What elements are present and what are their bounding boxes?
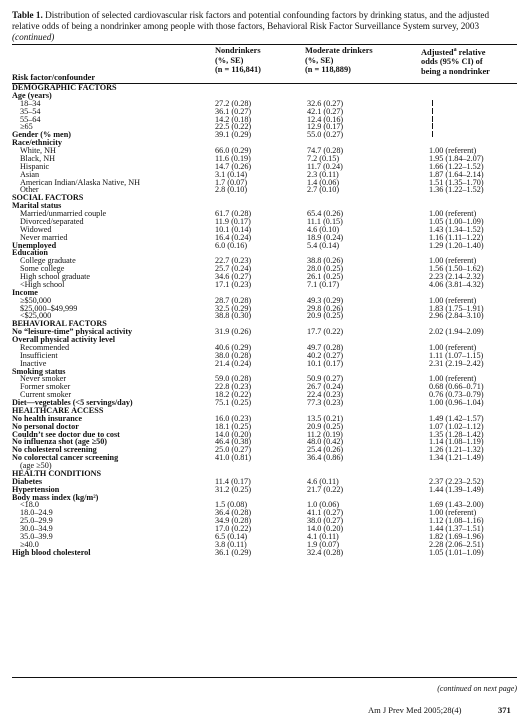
row-label: <$25,000	[20, 311, 52, 321]
nondrinker-value: 36.1 (0.29)	[215, 547, 252, 557]
row-label: Gender (% men)	[12, 130, 71, 140]
top-rule	[12, 44, 517, 45]
moderate-drinker-value: 4.6 (0.10)	[307, 224, 340, 234]
row-label: SOCIAL FACTORS	[12, 193, 84, 203]
moderate-drinker-value: 55.0 (0.27)	[307, 130, 344, 140]
odds-ratio-value: 1.00 (referent)	[429, 146, 477, 155]
nondrinker-value: 22.8 (0.23)	[215, 382, 252, 392]
odds-ratio-value: 1.36 (1.22–1.52)	[429, 185, 484, 195]
moderate-drinker-value: 20.9 (0.25)	[307, 311, 344, 321]
nondrinker-value: 46.4 (0.38)	[215, 437, 252, 447]
nondrinker-value: 28.7 (0.28)	[215, 295, 252, 305]
odds-ratio-value: 1.05 (1.00–1.09)	[429, 216, 484, 226]
odds-ratio-value: 1.69 (1.43–2.00)	[429, 500, 484, 510]
odds-ratio-value: 1.34 (1.21–1.49)	[429, 453, 484, 463]
moderate-drinker-value: 18.9 (0.24)	[307, 232, 344, 242]
table-number: Table 1.	[12, 10, 43, 20]
row-label: Race/ethnicity	[12, 138, 63, 148]
header-adjusted-odds: Adjusted$^a$ relative odds (95% CI) of being a nondrinker	[421, 47, 490, 76]
nondrinker-value: 59.0 (0.28)	[215, 374, 252, 384]
table-caption	[12, 10, 517, 43]
row-label: Former smoker	[20, 382, 71, 392]
row-label: Married/unmarried couple	[20, 209, 107, 218]
nondrinker-value: 61.7 (0.28)	[215, 209, 252, 218]
row-label: Insufficient	[20, 350, 58, 360]
moderate-drinker-value: 28.0 (0.25)	[307, 264, 344, 274]
nondrinker-value: 31.2 (0.25)	[215, 484, 252, 494]
nondrinker-value: 18.2 (0.22)	[215, 390, 252, 400]
odds-ratio-value: 1.51 (1.35–1.70)	[429, 177, 484, 187]
moderate-drinker-value: 74.7 (0.28)	[307, 146, 344, 155]
nondrinker-value: 39.1 (0.29)	[215, 130, 252, 140]
row-label: $25,000–$49,999	[20, 303, 78, 313]
nondrinker-value: 2.8 (0.10)	[215, 185, 248, 195]
row-label: Age (years)	[12, 90, 52, 100]
moderate-drinker-value: 38.8 (0.26)	[307, 256, 344, 266]
moderate-drinker-value: 26.7 (0.24)	[307, 382, 344, 392]
odds-ratio-value: 2.96 (2.84–3.10)	[429, 311, 484, 321]
table-header	[12, 46, 517, 82]
empty-dash	[432, 116, 433, 122]
caption-text: Distribution of selected cardiovascular risk factors and potential confounding factors by drinking status, and the adjusted relative odds of being a nondrinker among people with those factors, Behavioral Risk Factor Surveillance System survey, 2003	[12, 10, 490, 31]
table-row	[12, 92, 517, 100]
journal-citation: Am J Prev Med 2005;28(4)	[368, 705, 462, 715]
row-label: American Indian/Alaska Native, NH	[20, 177, 141, 187]
moderate-drinker-value: 2.7 (0.10)	[307, 185, 340, 195]
page-number: 371	[498, 705, 511, 715]
table-row	[12, 116, 517, 124]
odds-ratio-value: 1.44 (1.39–1.49)	[429, 484, 484, 494]
moderate-drinker-value: 29.8 (0.26)	[307, 303, 344, 313]
row-label: BEHAVIORAL FACTORS	[12, 319, 107, 329]
moderate-drinker-value: 11.1 (0.15)	[307, 216, 343, 226]
nondrinker-value: 21.4 (0.24)	[215, 358, 252, 368]
row-label: Recommended	[20, 342, 70, 352]
row-label: Education	[12, 248, 48, 258]
row-label: 55–64	[20, 114, 41, 124]
nondrinker-value: 6.5 (0.14)	[215, 531, 248, 541]
moderate-drinker-value: 42.1 (0.27)	[307, 106, 344, 116]
row-label: No personal doctor	[12, 421, 79, 431]
odds-ratio-value: 1.00 (referent)	[429, 295, 477, 305]
odds-ratio-value: 1.00 (referent)	[429, 508, 477, 518]
nondrinker-value: 66.0 (0.29)	[215, 146, 252, 155]
row-label: Hispanic	[20, 161, 50, 171]
odds-ratio-value: 1.29 (1.20–1.40)	[429, 240, 484, 250]
moderate-drinker-value: 2.3 (0.11)	[307, 169, 339, 179]
odds-ratio-value: 1.56 (1.50–1.62)	[429, 264, 484, 274]
nondrinker-value: 34.9 (0.28)	[215, 516, 252, 526]
row-label: <High school	[20, 279, 65, 289]
moderate-drinker-value: 32.6 (0.27)	[307, 98, 344, 108]
nondrinker-value: 17.0 (0.22)	[215, 524, 252, 533]
nondrinker-value: 14.0 (0.20)	[215, 429, 252, 439]
nondrinker-value: 11.4 (0.17)	[215, 476, 251, 486]
table-row	[12, 123, 517, 131]
odds-ratio-value: 1.12 (1.08–1.16)	[429, 516, 484, 526]
odds-ratio-value: 1.95 (1.84–2.07)	[429, 153, 484, 163]
nondrinker-value: 11.9 (0.17)	[215, 216, 251, 226]
moderate-drinker-value: 21.7 (0.22)	[307, 484, 344, 494]
row-label: Smoking status	[12, 366, 66, 376]
odds-ratio-value: 1.07 (1.02–1.12)	[429, 421, 484, 431]
row-label: <18.0	[20, 500, 39, 510]
row-label: HEALTH CONDITIONS	[12, 468, 102, 478]
row-label: Current smoker	[20, 390, 72, 400]
table-row	[12, 131, 517, 139]
odds-ratio-value: 1.00 (referent)	[429, 374, 477, 384]
row-label: 25.0–29.9	[20, 516, 53, 526]
moderate-drinker-value: 4.6 (0.11)	[307, 476, 339, 486]
nondrinker-value: 41.0 (0.81)	[215, 453, 252, 463]
row-label: 18–34	[20, 98, 41, 108]
moderate-drinker-value: 22.4 (0.23)	[307, 390, 344, 400]
odds-ratio-value: 1.87 (1.64–2.14)	[429, 169, 484, 179]
odds-ratio-value: 1.49 (1.42–1.57)	[429, 413, 484, 423]
empty-dash	[432, 108, 433, 114]
row-label: Unemployed	[12, 240, 57, 250]
row-label: Overall physical activity level	[12, 335, 116, 344]
row-label: 35–54	[20, 106, 41, 116]
nondrinker-value: 6.0 (0.16)	[215, 240, 248, 250]
moderate-drinker-value: 49.3 (0.29)	[307, 295, 344, 305]
nondrinker-value: 34.6 (0.27)	[215, 272, 252, 281]
table-row	[12, 360, 517, 368]
moderate-drinker-value: 14.0 (0.20)	[307, 524, 344, 533]
moderate-drinker-value: 49.7 (0.28)	[307, 342, 344, 352]
odds-ratio-value: 1.00 (referent)	[429, 209, 477, 218]
moderate-drinker-value: 40.2 (0.27)	[307, 350, 344, 360]
nondrinker-value: 27.2 (0.28)	[215, 98, 252, 108]
row-label: High school graduate	[20, 272, 91, 281]
row-label: No cholesterol screening	[12, 445, 97, 455]
odds-ratio-value: 2.02 (1.94–2.09)	[429, 327, 484, 337]
moderate-drinker-value: 26.1 (0.25)	[307, 272, 344, 281]
odds-ratio-value: 1.82 (1.69–1.96)	[429, 531, 484, 541]
nondrinker-value: 22.7 (0.23)	[215, 256, 252, 266]
nondrinker-value: 40.6 (0.29)	[215, 342, 252, 352]
moderate-drinker-value: 50.9 (0.27)	[307, 374, 344, 384]
empty-dash	[432, 100, 433, 106]
moderate-drinker-value: 48.0 (0.42)	[307, 437, 344, 447]
moderate-drinker-value: 25.4 (0.26)	[307, 445, 344, 455]
bottom-rule	[12, 677, 517, 678]
row-label: DEMOGRAPHIC FACTORS	[12, 83, 117, 92]
nondrinker-value: 14.2 (0.18)	[215, 114, 252, 124]
row-label: ≥40.0	[20, 539, 39, 549]
row-label: No influenza shot (age ≥50)	[12, 437, 108, 447]
table-row	[12, 186, 517, 194]
odds-ratio-value: 1.26 (1.21–1.32)	[429, 445, 484, 455]
row-label: No “leisure-time” physical activity	[12, 327, 133, 337]
odds-ratio-value: 1.66 (1.22–1.52)	[429, 161, 484, 171]
table-row	[12, 242, 517, 250]
row-label: Asian	[20, 169, 40, 179]
moderate-drinker-value: 1.9 (0.07)	[307, 539, 340, 549]
row-label: High blood cholesterol	[12, 547, 91, 557]
row-label: Marital status	[12, 201, 62, 211]
odds-ratio-value: 1.16 (1.11–1.22)	[429, 232, 484, 242]
moderate-drinker-value: 38.0 (0.27)	[307, 516, 344, 526]
table-row	[12, 108, 517, 116]
odds-ratio-value: 1.83 (1.75–1.91)	[429, 303, 484, 313]
row-label: Diabetes	[12, 476, 43, 486]
row-label: Black, NH	[20, 153, 56, 163]
section-heading-row	[12, 84, 517, 92]
table-row	[12, 454, 517, 462]
odds-ratio-value: 1.00 (referent)	[429, 256, 477, 266]
row-label: Inactive	[20, 358, 47, 368]
row-label: 35.0–39.9	[20, 531, 53, 541]
row-label: 18.0–24.9	[20, 508, 53, 518]
odds-ratio-value: 0.76 (0.73–0.79)	[429, 390, 484, 400]
table-row	[12, 100, 517, 108]
nondrinker-value: 36.1 (0.27)	[215, 106, 252, 116]
nondrinker-value: 18.1 (0.25)	[215, 421, 252, 431]
nondrinker-value: 16.0 (0.23)	[215, 413, 252, 423]
row-label: Divorced/separated	[20, 216, 84, 226]
moderate-drinker-value: 5.4 (0.14)	[307, 240, 340, 250]
nondrinker-value: 3.1 (0.14)	[215, 169, 248, 179]
moderate-drinker-value: 65.4 (0.26)	[307, 209, 344, 218]
row-label: Couldn’t see doctor due to cost	[12, 429, 120, 439]
row-label: Other	[20, 185, 39, 195]
odds-ratio-value: 1.00 (0.96–1.04)	[429, 398, 484, 407]
table-body	[12, 84, 517, 557]
empty-dash	[432, 123, 433, 129]
moderate-drinker-value: 17.7 (0.22)	[307, 327, 344, 337]
nondrinker-value: 25.0 (0.27)	[215, 445, 252, 455]
row-label: White, NH	[20, 146, 56, 155]
row-label: (age ≥50)	[20, 461, 52, 470]
row-label: Some college	[20, 264, 65, 274]
odds-ratio-value: 2.28 (2.06–2.51)	[429, 539, 484, 549]
nondrinker-value: 38.8 (0.30)	[215, 311, 252, 321]
nondrinker-value: 38.0 (0.28)	[215, 350, 252, 360]
row-label: ≥65	[20, 122, 33, 132]
odds-ratio-value: 4.06 (3.81–4.32)	[429, 279, 484, 289]
table-row	[12, 549, 517, 557]
nondrinker-value: 1.5 (0.08)	[215, 500, 248, 510]
moderate-drinker-value: 1.0 (0.06)	[307, 500, 340, 510]
row-label: No colorectal cancer screening	[12, 453, 119, 463]
nondrinker-value: 22.5 (0.22)	[215, 122, 252, 132]
odds-ratio-value: 1.00 (referent)	[429, 342, 477, 352]
moderate-drinker-value: 10.1 (0.17)	[307, 358, 344, 368]
moderate-drinker-value: 41.1 (0.27)	[307, 508, 344, 518]
odds-ratio-value: 2.37 (2.23–2.52)	[429, 476, 484, 486]
odds-ratio-value: 1.11 (1.07–1.15)	[429, 350, 484, 360]
moderate-drinker-value: 4.1 (0.11)	[307, 531, 339, 541]
odds-ratio-value: 1.14 (1.08–1.19)	[429, 437, 484, 447]
row-label: College graduate	[20, 256, 76, 266]
moderate-drinker-value: 77.3 (0.23)	[307, 398, 344, 407]
odds-ratio-value: 2.31 (2.19–2.42)	[429, 358, 484, 368]
nondrinker-value: 1.7 (0.07)	[215, 177, 248, 187]
moderate-drinker-value: 7.2 (0.15)	[307, 153, 340, 163]
row-label: ≥$50,000	[20, 295, 52, 305]
moderate-drinker-value: 7.1 (0.17)	[307, 279, 340, 289]
odds-ratio-value: 1.05 (1.01–1.09)	[429, 547, 484, 557]
nondrinker-value: 36.4 (0.28)	[215, 508, 252, 518]
row-label: Body mass index (kg/m²)	[12, 492, 99, 502]
row-label: No health insurance	[12, 413, 83, 423]
moderate-drinker-value: 11.2 (0.19)	[307, 429, 343, 439]
row-label: Never married	[20, 232, 68, 242]
nondrinker-value: 25.7 (0.24)	[215, 264, 252, 274]
header-moderate-drinkers: Moderate drinkers (%, SE) (n = 118,889)	[305, 46, 373, 75]
header-risk-factor: Risk factor/confounder	[12, 73, 96, 82]
moderate-drinker-value: 11.7 (0.24)	[307, 161, 343, 171]
caption-continued: (continued)	[12, 32, 55, 42]
moderate-drinker-value: 13.5 (0.21)	[307, 413, 344, 423]
nondrinker-value: 32.5 (0.29)	[215, 303, 252, 313]
nondrinker-value: 14.7 (0.26)	[215, 161, 252, 171]
moderate-drinker-value: 1.4 (0.06)	[307, 177, 340, 187]
row-label: Diet—vegetables (<5 servings/day)	[12, 398, 133, 407]
odds-ratio-value: 2.23 (2.14–2.32)	[429, 272, 484, 281]
row-label: Hypertension	[12, 484, 60, 494]
moderate-drinker-value: 32.4 (0.28)	[307, 547, 344, 557]
nondrinker-value: 10.1 (0.14)	[215, 224, 252, 234]
nondrinker-value: 16.4 (0.24)	[215, 232, 252, 242]
nondrinker-value: 75.1 (0.25)	[215, 398, 252, 407]
header-nondrinkers: Nondrinkers (%, SE) (n = 116,841)	[215, 46, 261, 75]
odds-ratio-value: 1.43 (1.34–1.52)	[429, 224, 484, 234]
moderate-drinker-value: 12.9 (0.17)	[307, 122, 344, 132]
odds-ratio-value: 1.44 (1.37–1.51)	[429, 524, 484, 533]
moderate-drinker-value: 20.9 (0.25)	[307, 421, 344, 431]
row-label: Never smoker	[20, 374, 67, 384]
nondrinker-value: 11.6 (0.19)	[215, 153, 251, 163]
section-heading-row	[12, 194, 517, 202]
nondrinker-value: 17.1 (0.23)	[215, 279, 252, 289]
moderate-drinker-value: 36.4 (0.86)	[307, 453, 344, 463]
continued-note: (continued on next page)	[437, 684, 517, 693]
nondrinker-value: 31.9 (0.26)	[215, 327, 252, 337]
moderate-drinker-value: 12.4 (0.16)	[307, 114, 344, 124]
odds-ratio-value: 0.68 (0.66–0.71)	[429, 382, 484, 392]
row-label: Widowed	[20, 224, 52, 234]
row-label: HEALTHCARE ACCESS	[12, 405, 104, 415]
table-row	[12, 281, 517, 289]
empty-dash	[432, 131, 433, 137]
row-label: 30.0–34.9	[20, 524, 53, 533]
odds-ratio-value: 1.35 (1.28–1.42)	[429, 429, 484, 439]
nondrinker-value: 3.8 (0.11)	[215, 539, 247, 549]
row-label: Income	[12, 287, 38, 297]
